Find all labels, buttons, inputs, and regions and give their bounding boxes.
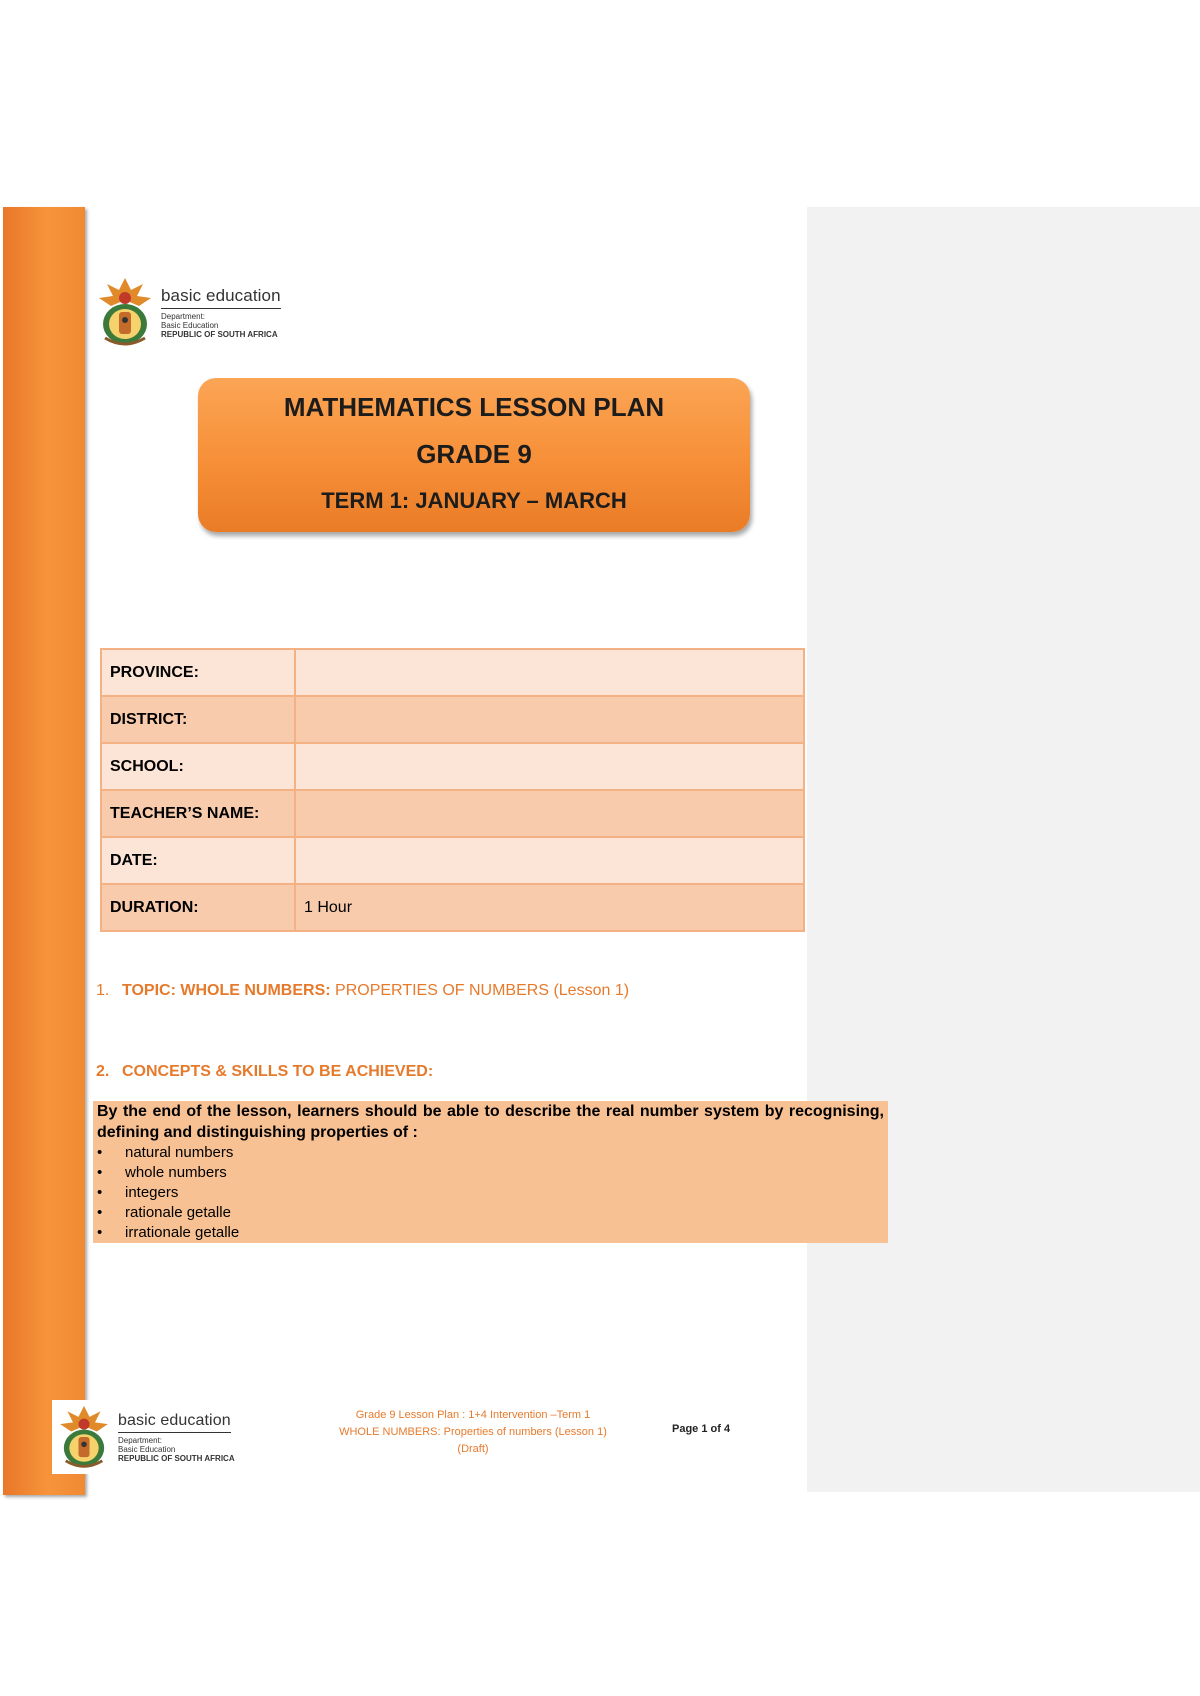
list-item <box>97 1183 884 1203</box>
footer-caption <box>320 1407 626 1458</box>
row-label: SCHOOL: <box>101 743 295 790</box>
list-item-text: integers <box>125 1184 179 1201</box>
topic-number: 1. <box>96 982 110 999</box>
table-row <box>101 790 804 837</box>
table-row <box>101 884 804 931</box>
logo-wordmark: basic education <box>118 1412 231 1433</box>
logo-dept-name: Basic Education <box>161 320 219 330</box>
footer-logo <box>52 1400 241 1474</box>
teacher-name-value[interactable] <box>295 790 804 837</box>
list-item-text: rationale getalle <box>125 1204 231 1221</box>
footer-line-2: WHOLE NUMBERS: Properties of numbers (Lesson 1) <box>339 1426 607 1438</box>
concepts-block <box>93 1101 888 1243</box>
logo-dept-label: Department: <box>118 1435 163 1445</box>
concepts-heading-text: CONCEPTS & SKILLS TO BE ACHIEVED: <box>122 1063 434 1080</box>
bullet-icon: • <box>97 1204 103 1221</box>
row-label: TEACHER’S NAME: <box>101 790 295 837</box>
grade-label: GRADE 9 <box>416 439 532 469</box>
row-label: DATE: <box>101 837 295 884</box>
coat-of-arms-icon <box>58 1404 110 1470</box>
row-label: DURATION: <box>101 884 295 931</box>
duration-value[interactable]: 1 Hour <box>295 884 804 931</box>
concepts-heading <box>96 1063 433 1081</box>
comment-margin-pane <box>807 207 1200 1492</box>
bullet-icon: • <box>97 1164 103 1181</box>
bullet-icon: • <box>97 1224 103 1241</box>
list-item-text: natural numbers <box>125 1144 234 1161</box>
table-row <box>101 743 804 790</box>
row-label: DISTRICT: <box>101 696 295 743</box>
province-value[interactable] <box>295 649 804 696</box>
coat-of-arms-icon <box>97 276 153 348</box>
term-label: TERM 1: JANUARY – MARCH <box>321 488 627 513</box>
table-row <box>101 837 804 884</box>
logo-wordmark: basic education <box>161 286 281 309</box>
topic-suffix: (Lesson 1) <box>553 982 630 999</box>
topic-heading <box>96 982 629 1000</box>
topic-middle: PROPERTIES OF NUMBERS <box>330 982 554 999</box>
concepts-number: 2. <box>96 1063 110 1080</box>
footer-line-3: (Draft) <box>457 1443 489 1455</box>
list-item <box>97 1223 884 1243</box>
list-item-text: whole numbers <box>125 1164 227 1181</box>
logo-country: REPUBLIC OF SOUTH AFRICA <box>161 329 278 339</box>
list-item-text: irrationale getalle <box>125 1224 240 1241</box>
row-label: PROVINCE: <box>101 649 295 696</box>
title-banner <box>198 378 750 532</box>
logo-dept-label: Department: <box>161 311 206 321</box>
header-logo <box>97 276 281 348</box>
bullet-icon: • <box>97 1144 103 1161</box>
topic-prefix: TOPIC: WHOLE NUMBERS: <box>122 982 331 999</box>
orange-side-bar <box>3 207 85 1495</box>
school-value[interactable] <box>295 743 804 790</box>
table-row <box>101 649 804 696</box>
date-value[interactable] <box>295 837 804 884</box>
table-row <box>101 696 804 743</box>
list-item <box>97 1163 884 1183</box>
page-number: Page 1 of 4 <box>672 1423 731 1435</box>
footer-line-1: Grade 9 Lesson Plan : 1+4 Intervention –Term 1 <box>355 1409 591 1421</box>
logo-country: REPUBLIC OF SOUTH AFRICA <box>118 1453 235 1463</box>
concepts-intro: By the end of the lesson, learners should be able to describe the real number system by recognising, defining and distinguishing properties of : <box>97 1103 884 1141</box>
bullet-icon: • <box>97 1184 103 1201</box>
lesson-info-table <box>100 648 805 932</box>
district-value[interactable] <box>295 696 804 743</box>
list-item <box>97 1203 884 1223</box>
list-item <box>97 1143 884 1163</box>
document-title: MATHEMATICS LESSON PLAN <box>283 392 665 422</box>
concepts-list <box>93 1143 888 1243</box>
logo-dept-name: Basic Education <box>118 1444 176 1454</box>
